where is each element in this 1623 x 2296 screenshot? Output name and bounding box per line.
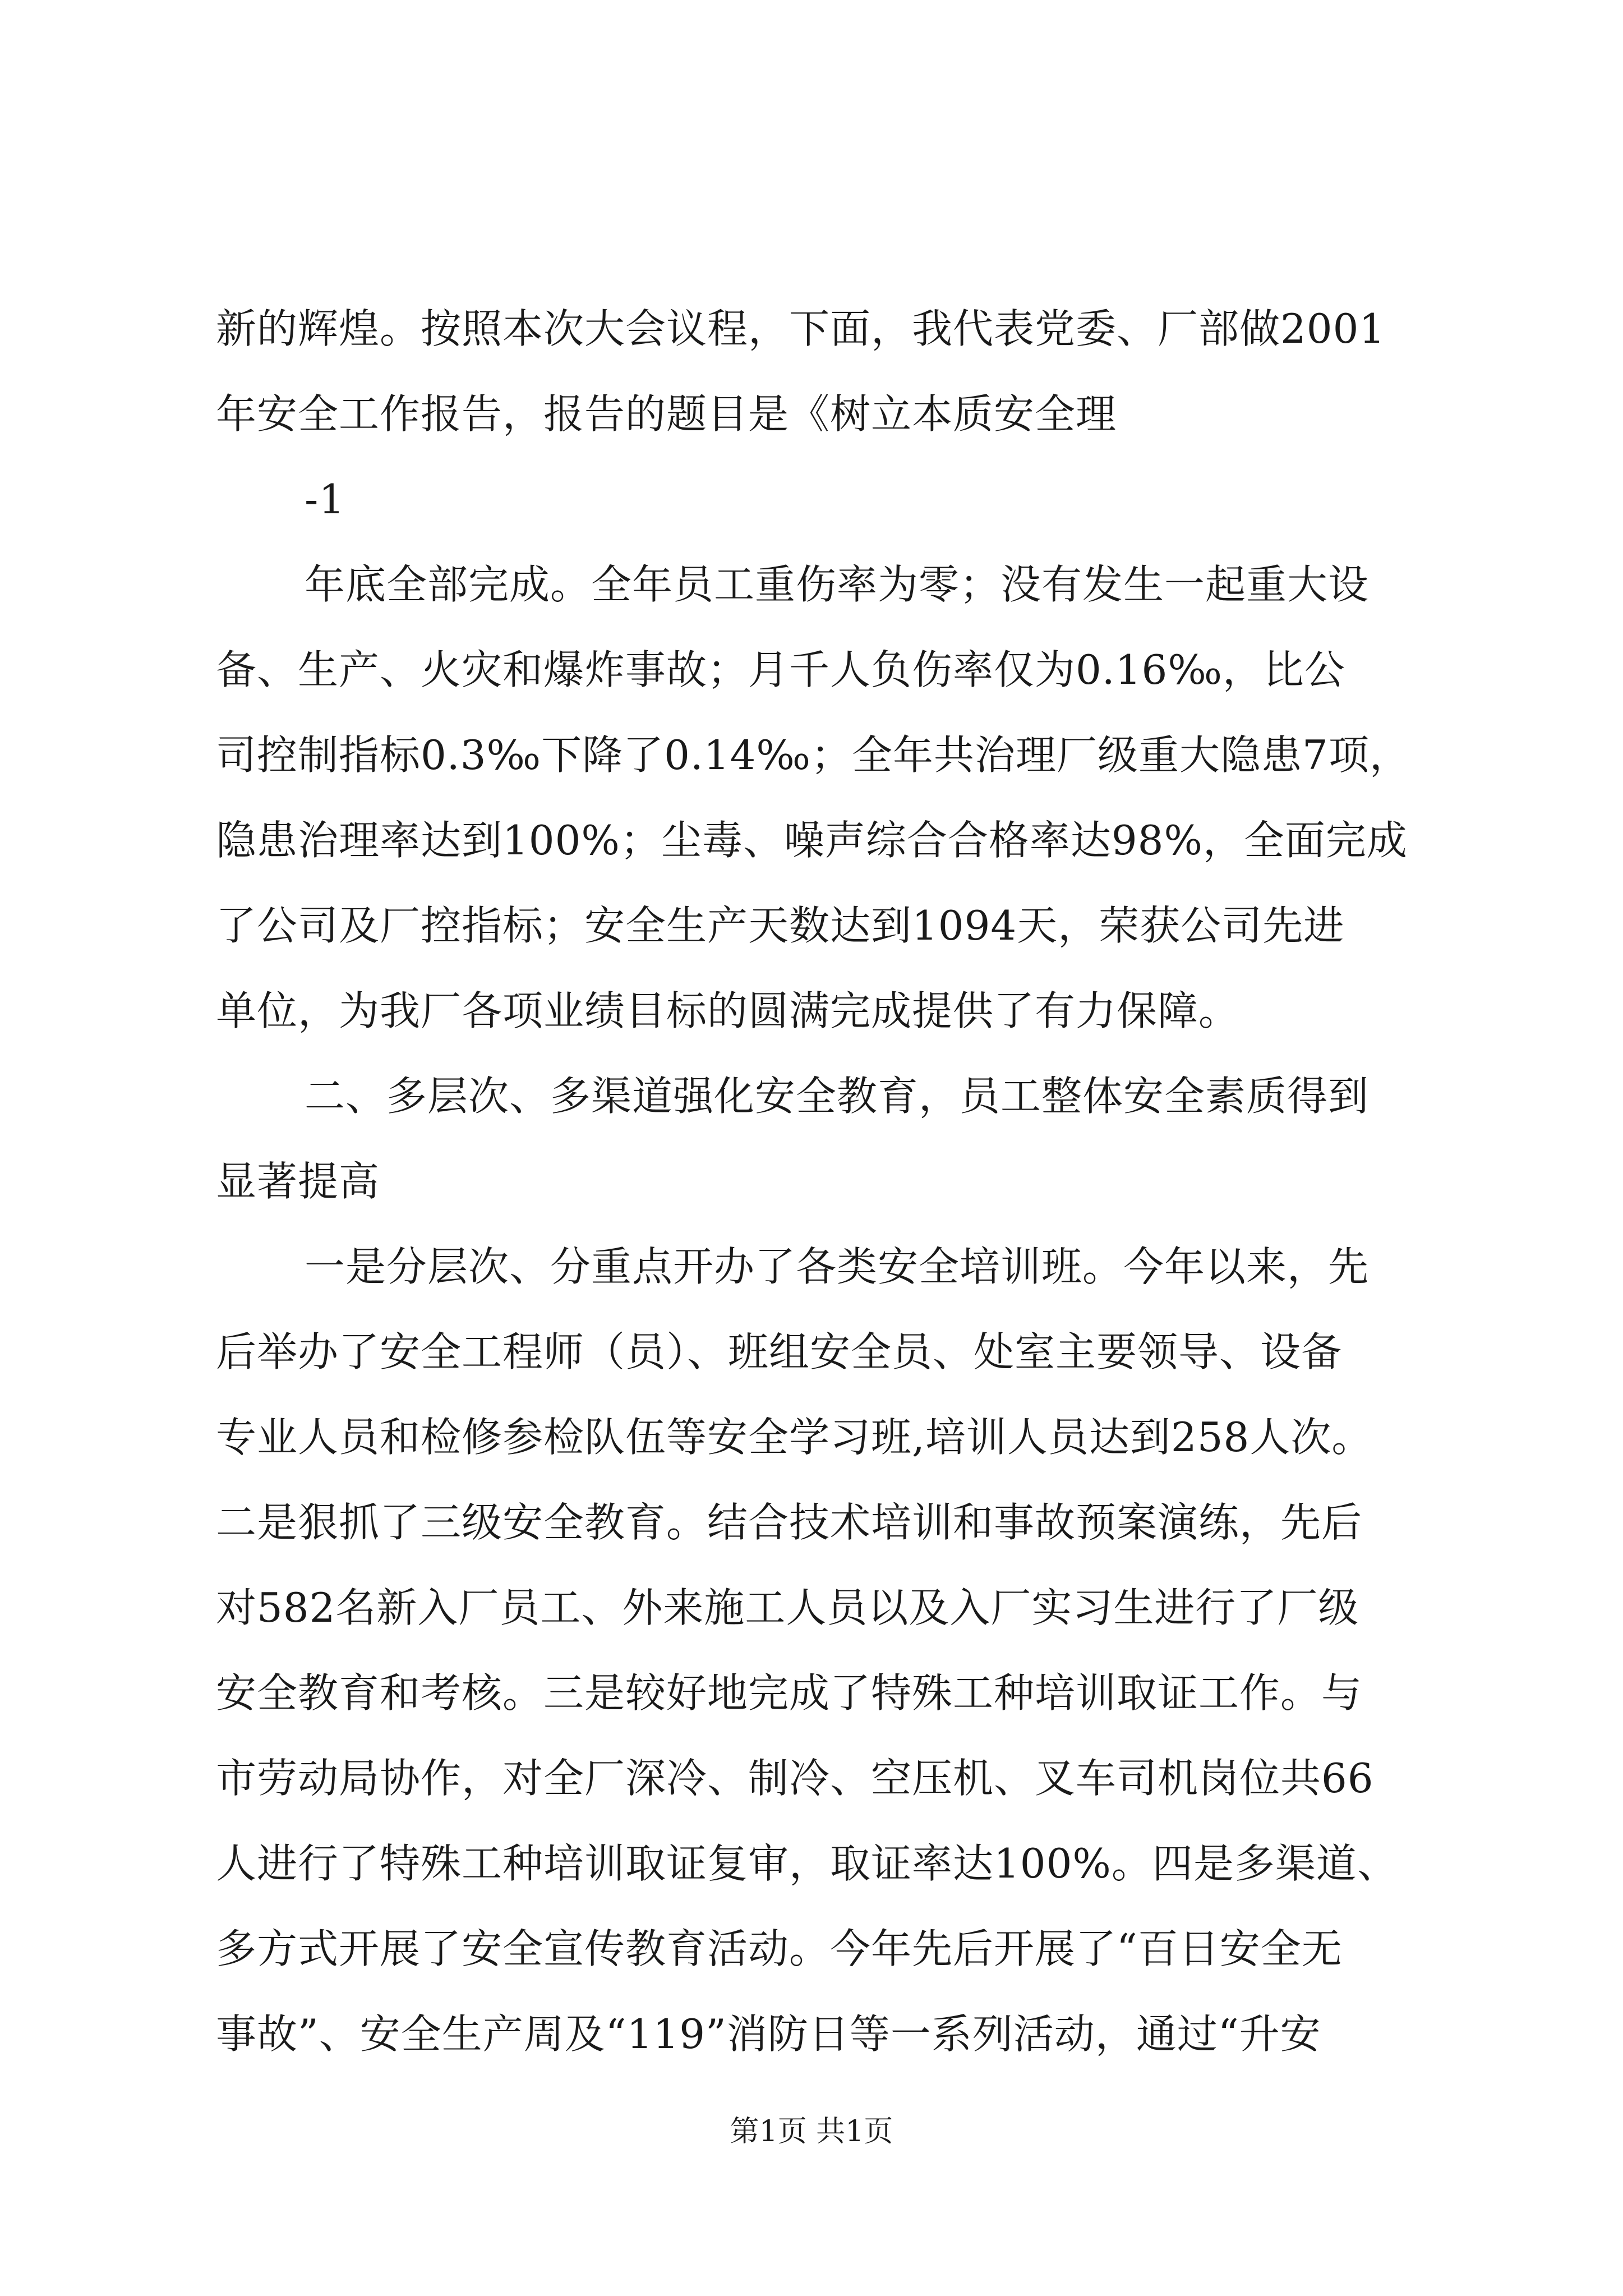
text-line: 二是狠抓了三级安全教育。结合技术培训和事故预案演练，先后	[216, 1499, 1363, 1546]
document-body	[216, 286, 1416, 2077]
text-line: 对582名新入厂员工、外来施工人员以及入厂实习生进行了厂级	[216, 1584, 1359, 1631]
text-line: -1	[305, 476, 345, 523]
text-line: 专业人员和检修参检队伍等安全学习班,培训人员达到258人次。	[216, 1414, 1373, 1461]
text-line: 年底全部完成。全年员工重伤率为零；没有发生一起重大设	[305, 561, 1370, 608]
text-line: 安全教育和考核。三是较好地完成了特殊工种培训取证工作。与	[216, 1669, 1363, 1717]
text-line: 显著提高	[216, 1158, 380, 1205]
text-line: 新的辉煌。按照本次大会议程，下面，我代表党委、厂部做2001	[216, 305, 1386, 352]
text-line: 司控制指标0.3‰下降了0.14‰；全年共治理厂级重大隐患7项，	[216, 731, 1410, 779]
text-line: 人进行了特殊工种培训取证复审，取证率达100%。四是多渠道、	[216, 1840, 1398, 1887]
text-line: 年安全工作报告，报告的题目是《树立本质安全理	[216, 390, 1117, 438]
text-line: 了公司及厂控指标；安全生产天数达到1094天，荣获公司先进	[216, 902, 1345, 949]
page-footer: 第1页 共1页	[730, 2115, 893, 2148]
text-line: 二、多层次、多渠道强化安全教育，员工整体安全素质得到	[305, 1073, 1370, 1120]
text-line: 后举办了安全工程师（员）、班组安全员、处室主要领导、设备	[216, 1328, 1343, 1375]
text-line: 备、生产、火灾和爆炸事故；月千人负伤率仅为0.16‰，比公	[216, 646, 1345, 693]
text-line: 事故”、安全生产周及“119”消防日等一系列活动，通过“升安	[216, 2010, 1321, 2058]
text-line: 单位，为我厂各项业绩目标的圆满完成提供了有力保障。	[216, 987, 1240, 1034]
text-line: 市劳动局协作，对全厂深冷、制冷、空压机、叉车司机岗位共66	[216, 1755, 1374, 1802]
text-line: 多方式开展了安全宣传教育活动。今年先后开展了“百日安全无	[216, 1925, 1343, 1972]
text-line: 一是分层次、分重点开办了各类安全培训班。今年以来，先	[305, 1243, 1370, 1290]
text-line: 隐患治理率达到100%；尘毒、噪声综合合格率达98%，全面完成	[216, 817, 1408, 864]
